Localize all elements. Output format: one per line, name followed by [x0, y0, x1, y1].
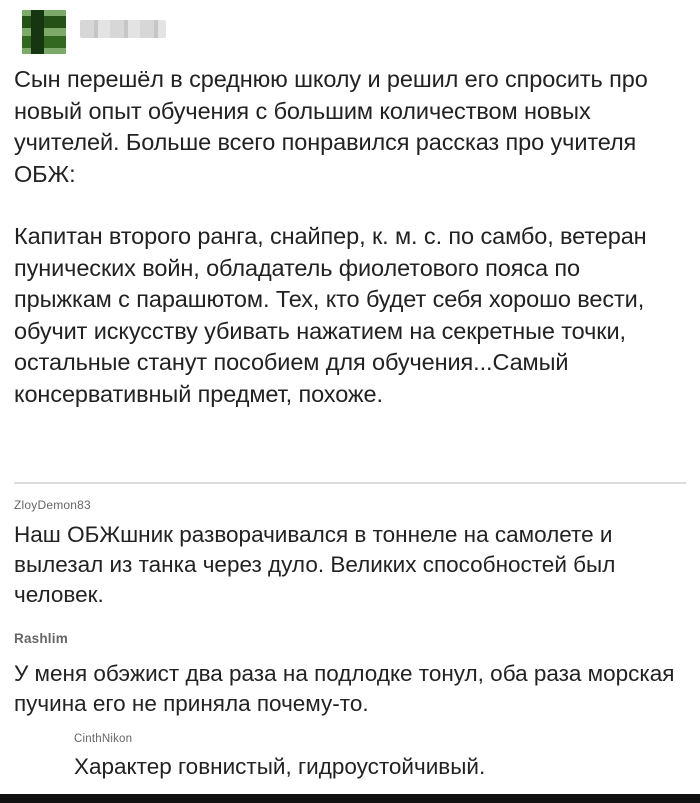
post-header	[14, 8, 314, 56]
comment-username[interactable]: ZloyDemon83	[14, 498, 91, 512]
divider	[14, 482, 686, 484]
bottom-bar	[0, 794, 700, 803]
author-name-redacted[interactable]	[80, 20, 166, 38]
comment-text: Характер говнистый, гидроустойчивый.	[74, 754, 486, 779]
post-body	[14, 64, 684, 410]
comment-username[interactable]: CinthNikon	[74, 733, 133, 745]
post-paragraph: Капитан второго ранга, снайпер, к. м. с. по самбо, ветеран пунических войн, обладатель фиолетового пояса по прыжкам с парашютом. Тех, кто будет себя хорошо вести, обучит искусству убивать нажатием на секретные точки, остальные станут пособием для обучения...Самый консервативный предмет, похоже.	[14, 223, 647, 407]
comment-text: У меня обэжист два раза на подлодке тонул, оба раза морская пучина его не приняла почему-то.	[14, 661, 675, 716]
comment-text: Наш ОБЖшник разворачивался в тоннеле на самолете и вылезал из танка через дуло. Великих способностей был человек.	[14, 522, 616, 607]
post-paragraph: Сын перешёл в среднюю школу и решил его спросить про новый опыт обучения с большим количеством новых учителей. Больше всего понравился рассказ про учителя ОБЖ:	[14, 66, 648, 187]
comment-username[interactable]: Rashlim	[14, 631, 68, 646]
avatar[interactable]	[22, 10, 66, 54]
